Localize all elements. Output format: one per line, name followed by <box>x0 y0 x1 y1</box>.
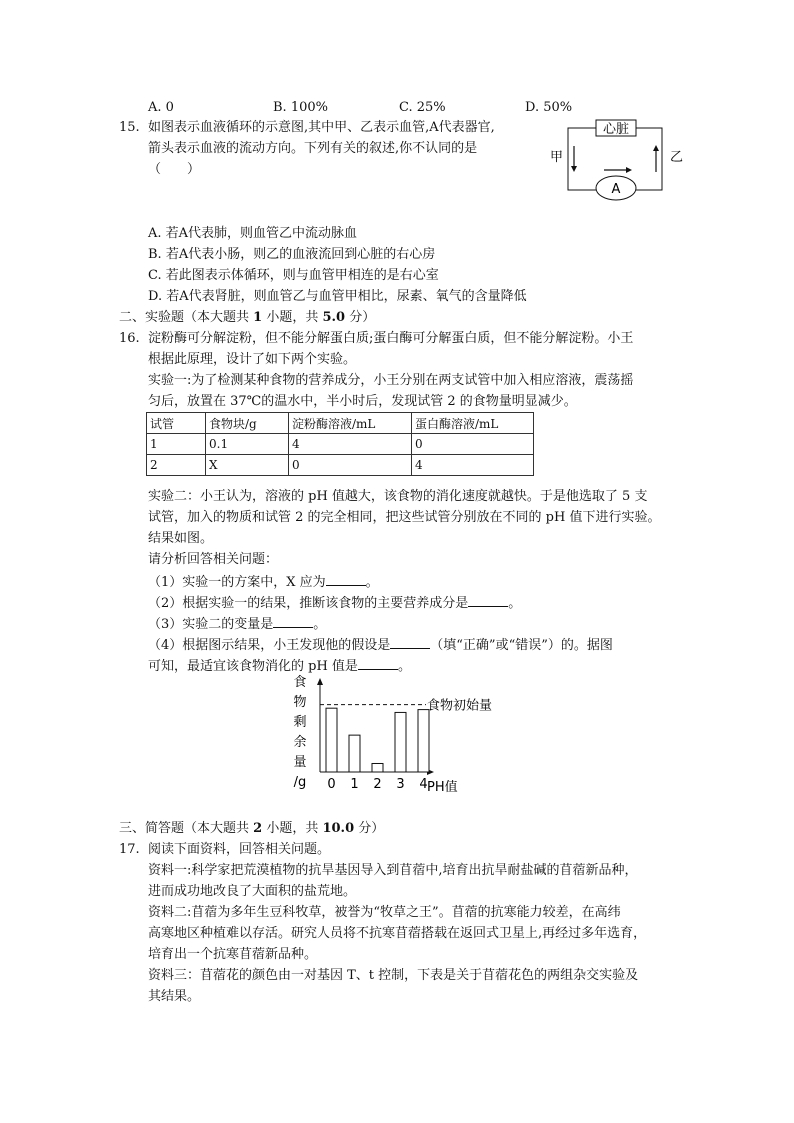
q14-option-c: C. 25% <box>399 100 446 115</box>
table-header-cell: 蛋白酶溶液/mL <box>412 413 534 434</box>
x-tick-label: 4 <box>419 777 428 792</box>
table-header-cell: 淀粉酶溶液/mL <box>289 413 412 434</box>
q14-option-a: A. 0 <box>148 100 174 115</box>
table-row <box>147 434 534 455</box>
q17-line: 资料三：苜蓿花的颜色由一对基因 T、t 控制，下表是关于苜蓿花色的两组杂交实验及 <box>148 968 639 983</box>
table-cell: 0 <box>412 434 534 455</box>
q16-exp1-line: 实验一:为了检测某种食物的营养成分，小王分别在两支试管中加入相应溶液，震荡摇 <box>148 373 634 388</box>
down-arrow-head <box>571 166 577 172</box>
q16-number: 16. <box>119 331 140 346</box>
answer-blank[interactable] <box>273 613 313 628</box>
y-axis-label-char: 量 <box>293 755 307 770</box>
q15-option-d: D. 若A代表肾脏，则血管乙与血管甲相比，尿素、氧气的含量降低 <box>148 289 527 304</box>
organ-a-label: A <box>611 182 621 197</box>
q16-sub-question-3: （3）实验二的变量是 。 <box>148 613 326 635</box>
q16-exp2-line: 试管，加入的物质和试管 2 的完全相同，把这些试管分别放在不同的 pH 值下进行实验。 <box>148 510 661 525</box>
q17-line: 资料二:苜蓿为多年生豆科牧草，被誉为“牧草之王”。苜蓿的抗寒能力较差，在高纬 <box>148 905 621 920</box>
q16-sub-question-4: （4）根据图示结果，小王发现他的假设是 （填“正确”或“错误”）的。据图 <box>148 634 613 656</box>
q17-line: 资料一:科学家把荒漠植物的抗旱基因导入到苜蓿中,培育出抗旱耐盐碱的苜蓿新品种， <box>148 863 638 878</box>
bar <box>326 708 337 772</box>
q16-sub-question-2: （2）根据实验一的结果，推断该食物的主要营养成分是 。 <box>148 592 521 614</box>
section-2-heading: 二、实验题（本大题共 1 小题，共 5.0 分） <box>119 310 376 325</box>
up-arrow-head <box>653 145 659 151</box>
q16-sub-question-1: （1）实验一的方案中，X 应为 。 <box>148 571 379 593</box>
q16-prompt: 请分析回答相关问题： <box>148 552 279 567</box>
table-header-cell: 食物块/g <box>206 413 289 434</box>
answer-blank[interactable] <box>390 634 430 649</box>
q15-stem-line: （ ） <box>148 162 201 177</box>
q17-line: 其结果。 <box>148 989 201 1004</box>
q16-intro-line: 根据此原理，设计了如下两个实验。 <box>148 352 357 367</box>
x-tick-label: 2 <box>373 777 382 792</box>
table-row <box>147 455 534 476</box>
table-cell: 1 <box>147 434 206 455</box>
x-tick-label: 0 <box>327 777 336 792</box>
circulation-diagram <box>546 118 694 210</box>
bar <box>418 710 429 772</box>
q17-line: 阅读下面资料，回答相关问题。 <box>148 842 331 857</box>
table-header-cell: 试管 <box>147 413 206 434</box>
q16-exp2-line: 实验二：小王认为，溶液的 pH 值越大，该食物的消化速度就越快。于是他选取了 5 支 <box>148 489 648 504</box>
table-cell: 4 <box>412 455 534 476</box>
q14-option-b: B. 100% <box>273 100 328 115</box>
table-header-row <box>147 413 534 434</box>
x-tick-label: 1 <box>350 777 359 792</box>
table-cell: 2 <box>147 455 206 476</box>
q15-option-b: B. 若A代表小肠，则乙的血液流回到心脏的右心房 <box>148 247 436 262</box>
q16-exp1-line: 匀后，放置在 37℃的温水中，半小时后，发现试管 2 的食物量明显减少。 <box>148 394 577 409</box>
right-arrow-head <box>626 167 632 173</box>
answer-blank[interactable] <box>358 655 398 670</box>
q17-number: 17. <box>119 842 140 857</box>
q16-sub-question-4-cont: 可知，最适宜该食物消化的 pH 值是 。 <box>148 655 411 677</box>
answer-blank[interactable] <box>468 592 508 607</box>
y-axis-label-char: 余 <box>293 735 307 750</box>
x-axis-label: PH值 <box>427 780 458 795</box>
q15-option-c: C. 若此图表示体循环，则与血管甲相连的是右心室 <box>148 268 439 283</box>
heart-label: 心脏 <box>602 122 630 137</box>
vessel-yi-label: 乙 <box>670 150 684 165</box>
q14-option-d: D. 50% <box>525 100 573 115</box>
table-cell: X <box>206 455 289 476</box>
table-cell: 0 <box>289 455 412 476</box>
q15-stem-line: 如图表示血液循环的示意图,其中甲、乙表示血管,A代表器官, <box>148 120 495 135</box>
bar <box>395 712 406 772</box>
q17-line: 培育出一个抗寒苜蓿新品种。 <box>148 947 318 962</box>
q15-option-a: A. 若A代表肺，则血管乙中流动脉血 <box>148 226 358 241</box>
q15-stem-line: 箭头表示血液的流动方向。下列有关的叙述,你不认同的是 <box>148 141 478 156</box>
table-cell: 4 <box>289 434 412 455</box>
table-cell: 0.1 <box>206 434 289 455</box>
bar <box>349 735 360 772</box>
q16-intro-line: 淀粉酶可分解淀粉，但不能分解蛋白质;蛋白酶可分解蛋白质，但不能分解淀粉。小王 <box>148 331 634 346</box>
y-axis-label-char: 剩 <box>293 715 307 730</box>
y-axis-arrow <box>317 678 323 685</box>
ph-bar-chart <box>286 672 516 798</box>
bar <box>372 763 383 772</box>
section-3-heading: 三、简答题（本大题共 2 小题，共 10.0 分） <box>119 821 385 836</box>
q16-experiment-table <box>146 412 534 476</box>
answer-blank[interactable] <box>326 571 366 586</box>
q17-line: 进而成功地改良了大面积的盐荒地。 <box>148 884 357 899</box>
q15-number: 15. <box>119 120 140 135</box>
q17-line: 高寒地区种植难以存活。研究人员将不抗寒苜蓿搭载在返回式卫星上,再经过多年选育， <box>148 926 647 941</box>
initial-amount-label: 食物初始量 <box>427 698 493 714</box>
y-axis-label-char: 物 <box>293 695 307 710</box>
y-axis-label-char: 食 <box>293 675 307 690</box>
vessel-jia-label: 甲 <box>550 150 564 165</box>
x-tick-label: 3 <box>396 777 405 792</box>
q16-exp2-line: 结果如图。 <box>148 531 214 546</box>
y-axis-label-char: /g <box>293 775 307 790</box>
